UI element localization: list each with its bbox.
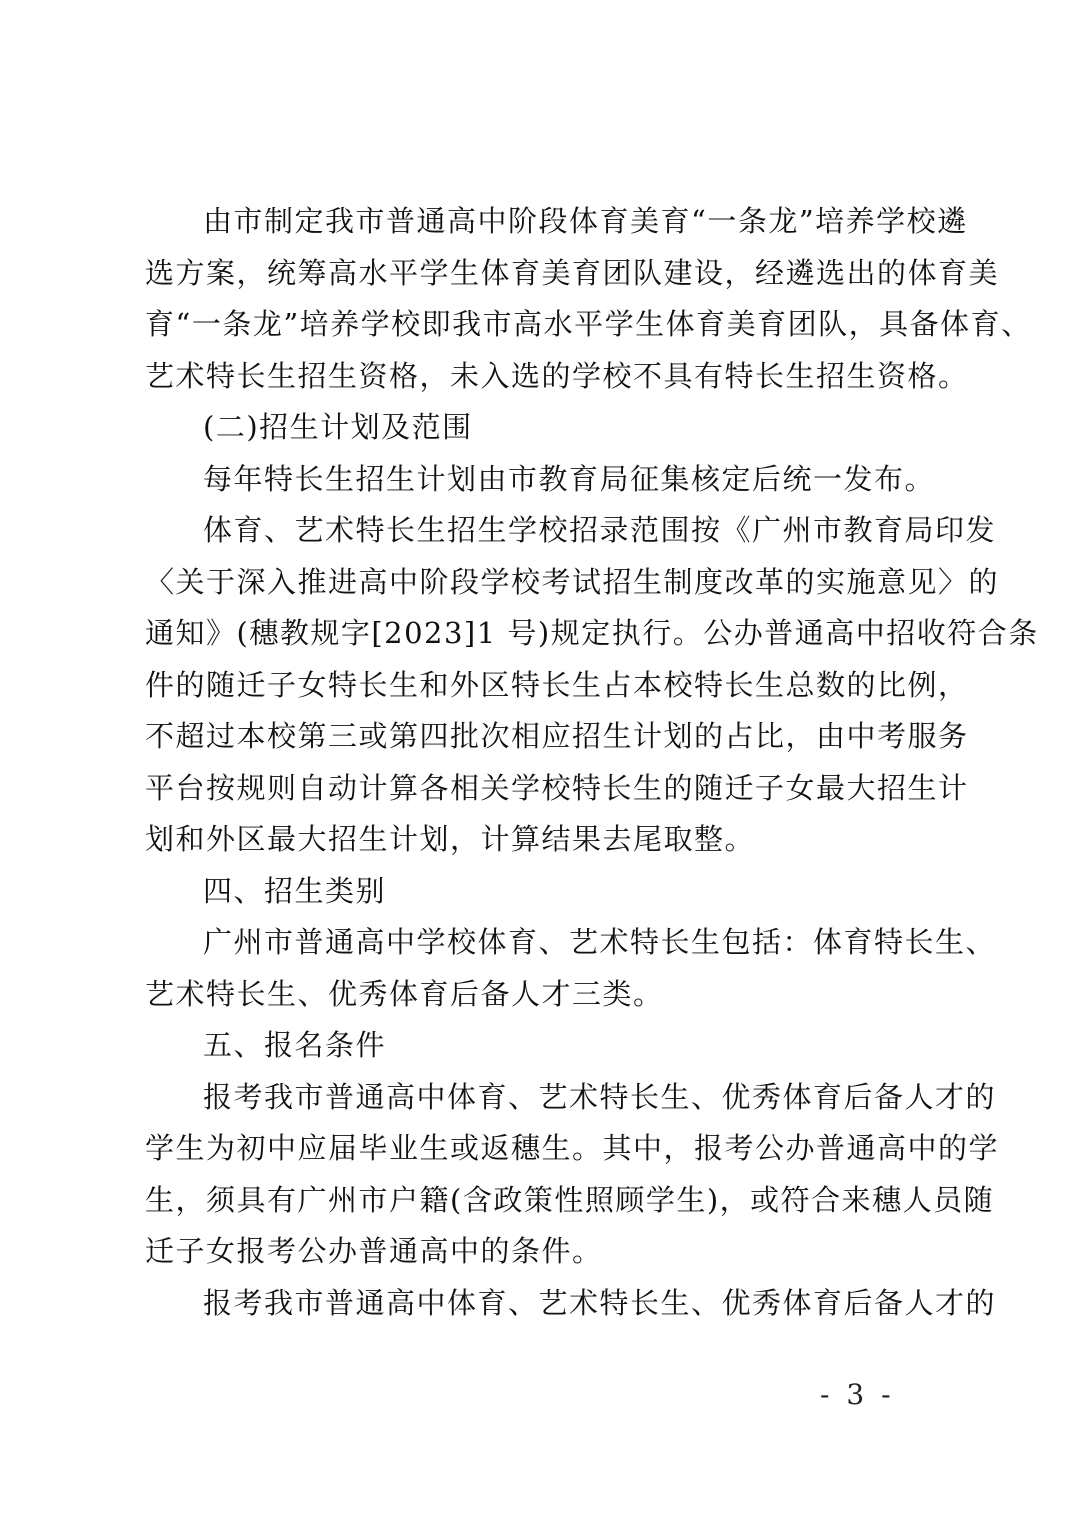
text-line: 五、报名条件 [203,1028,387,1062]
text-line: (二)招生计划及范围 [203,410,473,444]
text-line: 由市制定我市普通高中阶段体育美育“一条龙”培养学校遴 [203,204,968,238]
text-line: 选方案，统筹高水平学生体育美育团队建设，经遴选出的体育美 [145,255,1000,290]
text-line: 体育、艺术特长生招生学校招录范围按《广州市教育局印发 [203,513,997,547]
text-line: 〈关于深入推进高中阶段学校考试招生制度改革的实施意见〉的 [145,564,1000,599]
text-line: 四、招生类别 [203,873,387,908]
text-line: 每年特长生招生计划由市教育局征集核定后统一发布。 [203,461,936,496]
text-line: 报考我市普通高中体育、艺术特长生、优秀体育后备人才的 [203,1285,997,1320]
text-line: 通知》(穗教规字[2023]1 号)规定执行。公办普通高中招收符合条 [145,616,1039,650]
text-line: 艺术特长生、优秀体育后备人才三类。 [145,976,664,1011]
text-line: 报考我市普通高中体育、艺术特长生、优秀体育后备人才的 [203,1079,997,1114]
text-line: 不超过本校第三或第四批次相应招生计划的占比，由中考服务 [145,719,969,753]
text-line: 划和外区最大招生计划，计算结果去尾取整。 [145,822,756,856]
text-line: 迁子女报考公办普通高中的条件。 [145,1234,603,1268]
document-body [145,196,1039,1329]
page-number: - 3 - [820,1378,895,1411]
text-line: 学生为初中应届毕业生或返穗生。其中，报考公办普通高中的学 [145,1131,1000,1165]
text-line: 广州市普通高中学校体育、艺术特长生包括：体育特长生、 [203,925,997,959]
text-line: 育“一条龙”培养学校即我市高水平学生体育美育团队，具备体育、 [145,307,1032,341]
text-line: 生，须具有广州市户籍(含政策性照顾学生)，或符合来穗人员随 [145,1182,995,1217]
text-line: 艺术特长生招生资格，未入选的学校不具有特长生招生资格。 [145,358,969,393]
text-line: 平台按规则自动计算各相关学校特长生的随迁子女最大招生计 [145,770,969,805]
text-line: 件的随迁子女特长生和外区特长生占本校特长生总数的比例， [145,667,969,702]
